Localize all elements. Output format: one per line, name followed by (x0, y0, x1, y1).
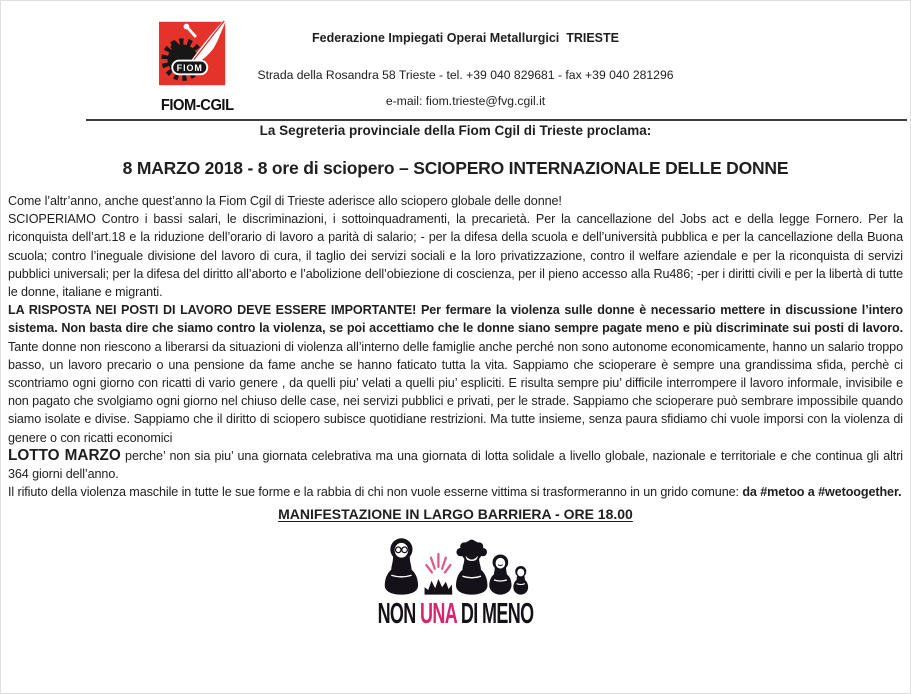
paragraph-scioperiamo-text: SCIOPERIAMO Contro i bassi salari, le discriminazioni, i sottoinquadramenti, la precarietà. Per la cancellazione del Jobs act e della legge Fornero. Per la riconquista dell’art.18 e la riduzione dell’orario di lavoro a parità di salario; - per la difesa della scuola e dell’università pubblica e per la cancellazione della Buona scuola; contro l’ineguale divisione del lavoro di cura, il taglio dei servizi sociali e la loro privatizzazione, contro il welfare aziendale e per la riconquista di servizi pubblici universali; per la difesa del diritto all’aborto e l’abolizione dell’obiezione di coscienza, per il pieno accesso alla Ru486; -per i diritti civili e per la libertà di tutte le donne, italiane e migranti. (8, 212, 903, 300)
strike-title: 8 MARZO 2018 - 8 ore di sciopero – SCIOPERO INTERNAZIONALE DELLE DONNE (122, 158, 789, 178)
svg-text:FIOM: FIOM (176, 62, 203, 73)
matryoshka-dolls-icon (382, 535, 530, 597)
paragraph-lotto-marzo (8, 447, 903, 483)
organization-name: Federazione Impiegati Operai Metallurgici TRIESTE (311, 31, 619, 45)
manifestation-line (1, 506, 910, 522)
paragraph-metoo (8, 483, 903, 501)
doll-large-glasses (384, 539, 417, 595)
paragraph-intro (8, 192, 903, 210)
manifestation-text: MANIFESTAZIONE IN LARGO BARRIERA - ORE 18.00 (278, 506, 633, 523)
paragraph-metoo-bold: da #metoo a #wetoogether. (742, 485, 902, 500)
paragraph-metoo-regular: Il rifiuto della violenza maschile in tutte le sue forme e la rabbia di chi non vuole esserne vittima si trasformeranno in un grido comune: (8, 485, 743, 500)
email-line: e-mail: fiom.trieste@fvg.cgil.it (385, 94, 546, 108)
doll-large-curly (456, 540, 487, 595)
non-una-di-meno-logo (1, 535, 910, 629)
body-text (1, 192, 910, 501)
paragraph-risposta-regular: Tante donne non riescono a liberarsi da situazioni di violenza all’interno delle famiglie anche perché non sono autonome economicamente, hanno un salario troppo basso, un lavoro precario o una pensione da fame anche se hanno faticato tutta la vita. Sappiamo che scioperare è sempre una grandissima sfida, perchè ci scontriamo ogni giorno con ricatti di vario genere , da quelli piu’ velati a quelli piu’ espliciti. E risulta sempre piu’ difficile interrompere il lavoro informale, invisibile e non pagato che svolgiamo ogni giorno nel chiuso delle case, nei servizi pubblici e privati, per le strade. Sappiamo che scioperare può sembrare impossibile quando siamo isolate e divise. Sappiamo che il diritto di sciopero subisce quotidiane restrizioni. Ma tutte insieme, senza paura sfidiamo chi vuole imporsi con la violenza di genere o con ricatti economici (8, 339, 903, 445)
fiom-cgil-wordmark: FIOM-CGIL (160, 97, 234, 114)
paragraph-risposta-bold: LA RISPOSTA NEI POSTI DI LAVORO DEVE ESSERE IMPORTANTE! Per fermare la violenza sulle donne è necessario mettere in discussione l’intero sistema. Non basta dire che siamo contro la violenza, se poi accettiamo che le donne siano sempre pagate meno e più discriminate sui posti di lavoro. (8, 303, 903, 336)
letterhead (1, 1, 910, 119)
broken-doll-burst (424, 554, 452, 595)
lotto-marzo-lead: LOTTO MARZO (8, 446, 121, 464)
paragraph-intro-text: Come l’altr’anno, anche quest’anno la Fiom Cgil di Trieste aderisce allo sciopero globale delle donne! (8, 194, 562, 208)
lotto-marzo-rest: perche’ non sia piu’ una giornata celebrativa ma una giornata di lotta solidale a livello globale, nazionale e territoriale e che continua gli altri 364 giorni dell’anno. (8, 448, 903, 482)
word-non: NON (377, 598, 416, 631)
header-divider (86, 119, 907, 121)
doll-medium (489, 555, 511, 595)
word-di-meno: DI MENO (460, 598, 534, 631)
paragraph-scioperiamo (8, 210, 903, 301)
proclamation-line: La Segreteria provinciale della Fiom Cgil di Trieste proclama: (259, 123, 652, 138)
doll-small (513, 566, 528, 595)
paragraph-risposta (8, 301, 903, 447)
word-una: UNA (420, 598, 457, 631)
address-line: Strada della Rosandra 58 Trieste - tel. +39 040 829681 - fax +39 040 281296 (257, 68, 674, 82)
non-una-di-meno-wordmark (174, 599, 738, 629)
